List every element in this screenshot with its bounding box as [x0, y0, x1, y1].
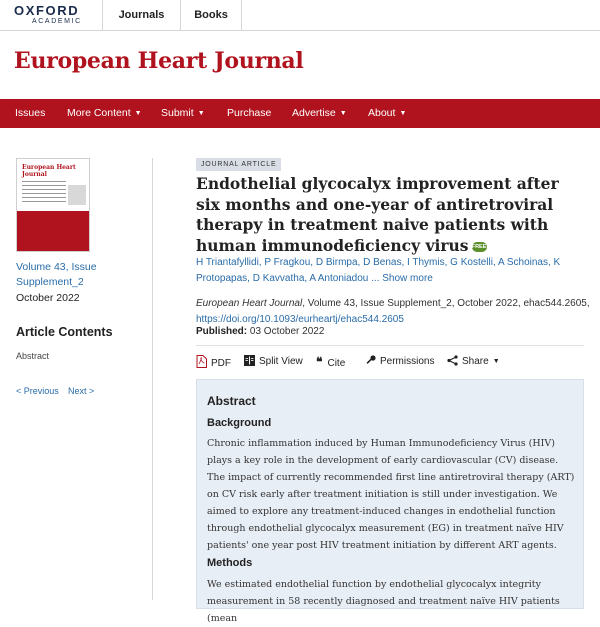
author-list	[196, 255, 576, 287]
show-more-authors-link[interactable]: ... Show more	[371, 273, 433, 284]
share-icon	[447, 355, 458, 366]
nav-label: Purchase	[227, 107, 272, 119]
caret-down-icon: ▼	[399, 110, 407, 117]
published-date-value: 03 October 2022	[249, 326, 325, 337]
journal-title[interactable]: European Heart Journal	[14, 48, 304, 74]
nav-advertise[interactable]	[292, 99, 347, 128]
share-button[interactable]	[447, 355, 500, 369]
pdf-button[interactable]	[196, 355, 231, 369]
cover-figure	[68, 185, 86, 205]
background-heading: Background	[207, 417, 272, 429]
article-title	[196, 174, 576, 256]
abstract-heading: Abstract	[207, 394, 256, 408]
logo-oxford-text: OXFORD	[14, 3, 80, 18]
nav-issues[interactable]	[15, 99, 45, 128]
cite-label: Cite	[327, 358, 346, 369]
background-text: Chronic inflammation induced by Human Immunodeficiency Virus (HIV) plays a key role in the development of early cardiovascular (CV) disease. The impact of currently recommended first line antiretroviral therapy (ART) on CV risk early after treatment initiation is still under investigation. We aimed to explore any treatment-induced changes in endothelial function through endothelial glycocalyx measurement (EG) in treatment naïve HIV patients' one year post HIV treatment initiation by different ART agents.	[207, 438, 575, 551]
sidebar-divider	[152, 158, 153, 600]
article-title-text: Endothelial glycocalyx improvement after six months and one-year of antiretroviral therapy in treatment naive patients with human immunodeficiency virus	[196, 174, 559, 255]
issue-cover-image[interactable]	[16, 158, 90, 252]
nav-purchase[interactable]	[227, 99, 271, 128]
free-access-icon: FREE	[471, 243, 487, 250]
cover-red-band	[17, 211, 89, 251]
nav-label: More Content	[67, 107, 131, 119]
published-date	[196, 326, 324, 337]
article-contents-heading: Article Contents	[16, 325, 113, 339]
permissions-label: Permissions	[380, 356, 435, 367]
nav-label: Issues	[15, 107, 46, 119]
caret-down-icon: ▼	[134, 110, 142, 117]
methods-text: We estimated endothelial function by endothelial glycocalyx integrity measurement in 58 recently diagnosed and treatment naïve HIV patients (mean	[207, 579, 560, 624]
issue-date: October 2022	[16, 292, 80, 304]
main-nav	[0, 99, 600, 128]
citation-details: , Volume 43, Issue Supplement_2, October 2022, ehac544.2605,	[302, 298, 590, 309]
caret-down-icon: ▼	[492, 358, 500, 365]
key-icon	[365, 355, 376, 366]
quote-icon: ❝	[316, 355, 323, 369]
top-bar	[0, 0, 600, 31]
authors-text[interactable]: H Triantafyllidi, P Fragkou, D Birmpa, D Benas, I Thymis, G Kostelli, A Schoinas, K Protopapas, D Kavvatha, A Antoniadou	[196, 257, 561, 284]
caret-down-icon: ▼	[197, 110, 205, 117]
nav-label: About	[368, 107, 396, 119]
toolbar-divider	[196, 345, 584, 346]
split-view-button[interactable]	[244, 355, 303, 369]
nav-submit[interactable]	[161, 99, 205, 128]
contents-item-abstract[interactable]: Abstract	[16, 351, 50, 361]
nav-about[interactable]	[368, 99, 406, 128]
citation	[196, 296, 591, 327]
journals-link[interactable]: Journals	[102, 0, 180, 30]
split-view-icon	[244, 355, 255, 366]
nav-more-content[interactable]	[67, 99, 142, 128]
pdf-icon	[196, 355, 207, 368]
share-label: Share	[462, 356, 489, 367]
doi-link[interactable]: https://doi.org/10.1093/eurheartj/ehac544.2605	[196, 313, 404, 325]
permissions-button[interactable]	[365, 355, 434, 369]
caret-down-icon: ▼	[339, 110, 347, 117]
split-view-label: Split View	[259, 356, 303, 367]
citation-journal: European Heart Journal	[196, 298, 303, 309]
next-article-link[interactable]: Next >	[68, 386, 95, 396]
published-label: Published:	[196, 326, 248, 337]
cover-title: European Heart Journal	[22, 164, 76, 178]
cite-button[interactable]	[316, 355, 345, 369]
oxford-academic-logo[interactable]	[14, 4, 92, 28]
issue-link[interactable]: Volume 43, Issue Supplement_2	[16, 261, 97, 288]
cover-text-lines	[22, 181, 66, 205]
logo-academic-text: ACADEMIC	[32, 18, 82, 25]
nav-label: Submit	[161, 107, 194, 119]
previous-article-link[interactable]: < Previous	[16, 386, 59, 396]
methods-heading: Methods	[207, 557, 253, 569]
nav-label: Advertise	[292, 107, 336, 119]
pdf-label: PDF	[211, 358, 231, 369]
books-link[interactable]: Books	[180, 0, 242, 30]
article-type-badge: JOURNAL ARTICLE	[196, 158, 281, 171]
